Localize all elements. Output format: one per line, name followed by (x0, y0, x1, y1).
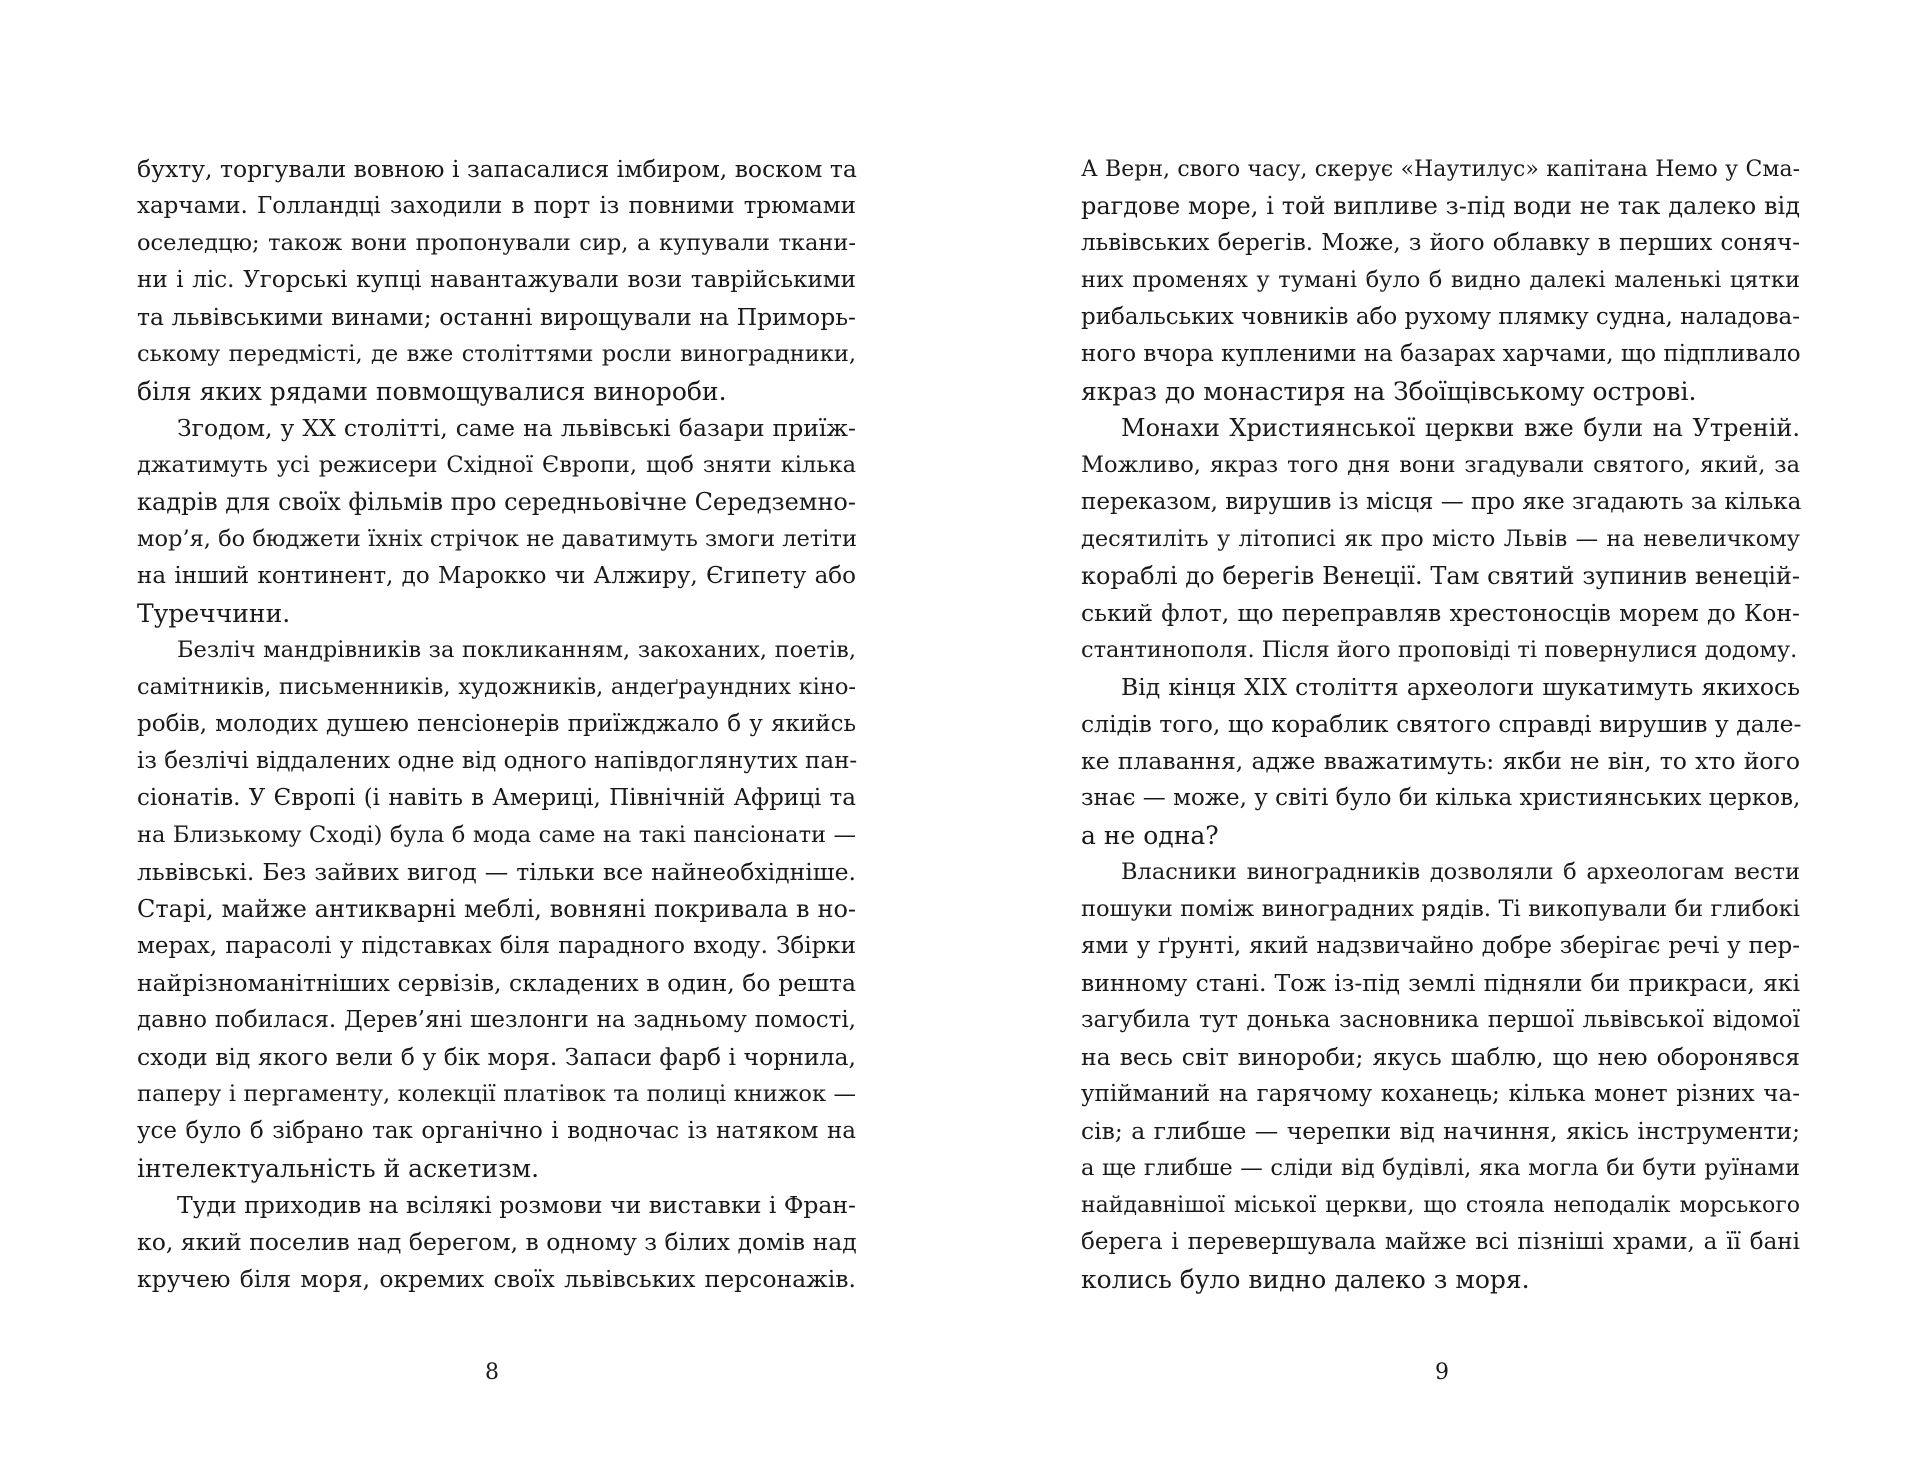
text-line: джатимуть усі режисери Східної Європи, щоб зняти кілька (137, 452, 856, 478)
text-line: рагдове море, і той випливе з-під води не так далеко від (1081, 192, 1800, 220)
page-number: 9 (1435, 1360, 1449, 1385)
text-line: ке плавання, адже вважатимуть: якби не він, то хто його (1081, 747, 1800, 775)
text-line: сіонатів. У Європі (і навіть в Америці, Північній Африці та (137, 785, 856, 811)
text-line: Можливо, якраз того дня вони згадували святого, який, за (1081, 452, 1800, 478)
text-line: колись було видно далеко з моря. (1081, 1265, 1530, 1294)
text-line: загубила тут донька засновника першої львівської відомої (1081, 1007, 1800, 1033)
text-line: десятиліть у літописі як про місто Львів — на невеличкому (1081, 526, 1800, 552)
text-line: кручею біля моря, окремих своїх львівських персонажів. (137, 1265, 856, 1293)
text-line: переказом, вирушив із місця — про яке згадають за кілька (1081, 489, 1802, 515)
text-line: Власники виноградників дозволяли б археологам вести (1121, 859, 1800, 885)
text-line: А Верн, свого часу, скерує «Наутилус» капітана Немо у Сма- (1081, 157, 1800, 182)
text-line: на інший континент, до Марокко чи Алжиру, Єгипету або (137, 563, 856, 589)
text-line: знає — може, у світі було би кілька християнських церков, (1081, 785, 1801, 811)
text-line: слідів того, що кораблик святого справді вирушив у дале- (1081, 710, 1802, 738)
text-line: кораблі до берегів Венеції. Там святий зупинив венецій- (1081, 562, 1800, 590)
text-line: берега і перевершувала майже всі пізніші храми, а її бані (1081, 1229, 1800, 1255)
text-line: ському передмісті, де вже століттями росли виноградники, (137, 341, 856, 367)
text-line: давно побилася. Дерев’яні шезлонги на задньому помості, (137, 1007, 856, 1033)
text-line: а ще глибше — сліди від будівлі, яка могла би бути руїнами (1081, 1155, 1800, 1181)
text-line: львівські. Без зайвих вигод — тільки все найнеобхідніше. (137, 858, 856, 886)
text-line: винному стані. Тож із-під землі підняли би прикраси, які (1081, 969, 1800, 997)
text-line: робів, молодих душею пенсіонерів приїжджало б у якийсь (137, 711, 856, 737)
text-line: ни і ліс. Угорські купці навантажували вози таврійськими (137, 267, 856, 293)
text-line: Туди приходив на всілякі розмови чи виставки і Фран- (177, 1191, 856, 1219)
text-line: сходи від якого вели б у бік моря. Запаси фарб і чорнила, (137, 1043, 856, 1071)
text-line: ного вчора купленими на базарах харчами, що підпливало (1081, 341, 1801, 367)
text-line: бухту, торгували вовною і запасалися імбиром, воском та (137, 155, 857, 183)
text-line: на Близькому Сході) була б мода саме на такі пансіонати — (137, 822, 856, 848)
text-line: самітників, письменників, художників, андеґраундних кіно- (137, 674, 856, 700)
text-line: якраз до монастиря на Збоїщівському острові. (1081, 377, 1697, 406)
text-line: оселедцю; також вони пропонували сир, а купували ткани- (137, 230, 856, 256)
text-line: стантинополя. Після його проповіді ті повернулися додому. (1081, 637, 1798, 663)
text-line: паперу і пергаменту, колекції платівок та полиці книжок — (137, 1081, 856, 1107)
text-line: ко, який поселив над берегом, в одному з білих домів над (137, 1228, 857, 1256)
text-line: ський флот, що переправляв хрестоносців морем до Кон- (1081, 599, 1800, 627)
text-line: мерах, парасолі у підставках біля парадного входу. Збірки (137, 933, 856, 959)
text-line: та львівськими винами; останні вирощували на Приморь- (137, 303, 856, 331)
text-line: на весь світ винороби; якусь шаблю, що нею оборонявся (1081, 1043, 1800, 1071)
text-line: біля яких рядами повмощувалися винороби. (137, 377, 727, 406)
text-line: із безлічі віддалених одне від одного напівдоглянутих пан- (137, 748, 858, 774)
text-line: них променях у тумані було б видно далекі маленькі цятки (1081, 267, 1800, 293)
text-line: усе було б зібрано так органічно і водночас із натяком на (137, 1118, 856, 1144)
text-line: а не одна? (1081, 821, 1219, 850)
text-line: мор’я, бо бюджети їхніх стрічок не даватимуть змоги летіти (137, 526, 857, 552)
left-page (137, 151, 856, 1298)
text-line: найдавнішої міської церкви, що стояла неподалік морського (1081, 1193, 1800, 1218)
text-line: рибальських човників або рухому плямку судна, наладова- (1081, 304, 1800, 330)
text-line: кадрів для своїх фільмів про середньовічне Середземно- (137, 488, 856, 516)
text-line: Монахи Християнської церкви вже були на Утреній. (1121, 414, 1800, 442)
text-line: Туреччини. (137, 599, 291, 628)
text-line: пошуки поміж виноградних рядів. Ті викопували би глибокі (1081, 896, 1800, 922)
page-number: 8 (485, 1360, 499, 1385)
text-line: Безліч мандрівників за покликанням, закоханих, поетів, (177, 637, 856, 663)
text-line: Згодом, у XX столітті, саме на львівські базари приїж- (177, 414, 856, 442)
text-line: упійманий на гарячому коханець; кілька монет різних ча- (1081, 1081, 1800, 1107)
text-line: сів; а глибше — черепки від начиння, якісь інструменти; (1081, 1117, 1800, 1145)
text-line: ями у ґрунті, який надзвичайно добре зберігає речі у пер- (1081, 933, 1800, 959)
text-line: харчами. Голландці заходили в порт із повними трюмами (137, 193, 856, 219)
text-line: Від кінця XIX століття археологи шукатимуть якихось (1121, 673, 1800, 701)
text-line: найрізноманітніших сервізів, складених в один, бо решта (137, 969, 856, 997)
right-page (1081, 151, 1800, 1298)
text-line: Старі, майже антикварні меблі, вовняні покривала в но- (137, 895, 856, 923)
text-line: львівських берегів. Може, з його облавку в перших соняч- (1081, 230, 1800, 256)
text-line: інтелектуальність й аскетизм. (137, 1154, 540, 1183)
